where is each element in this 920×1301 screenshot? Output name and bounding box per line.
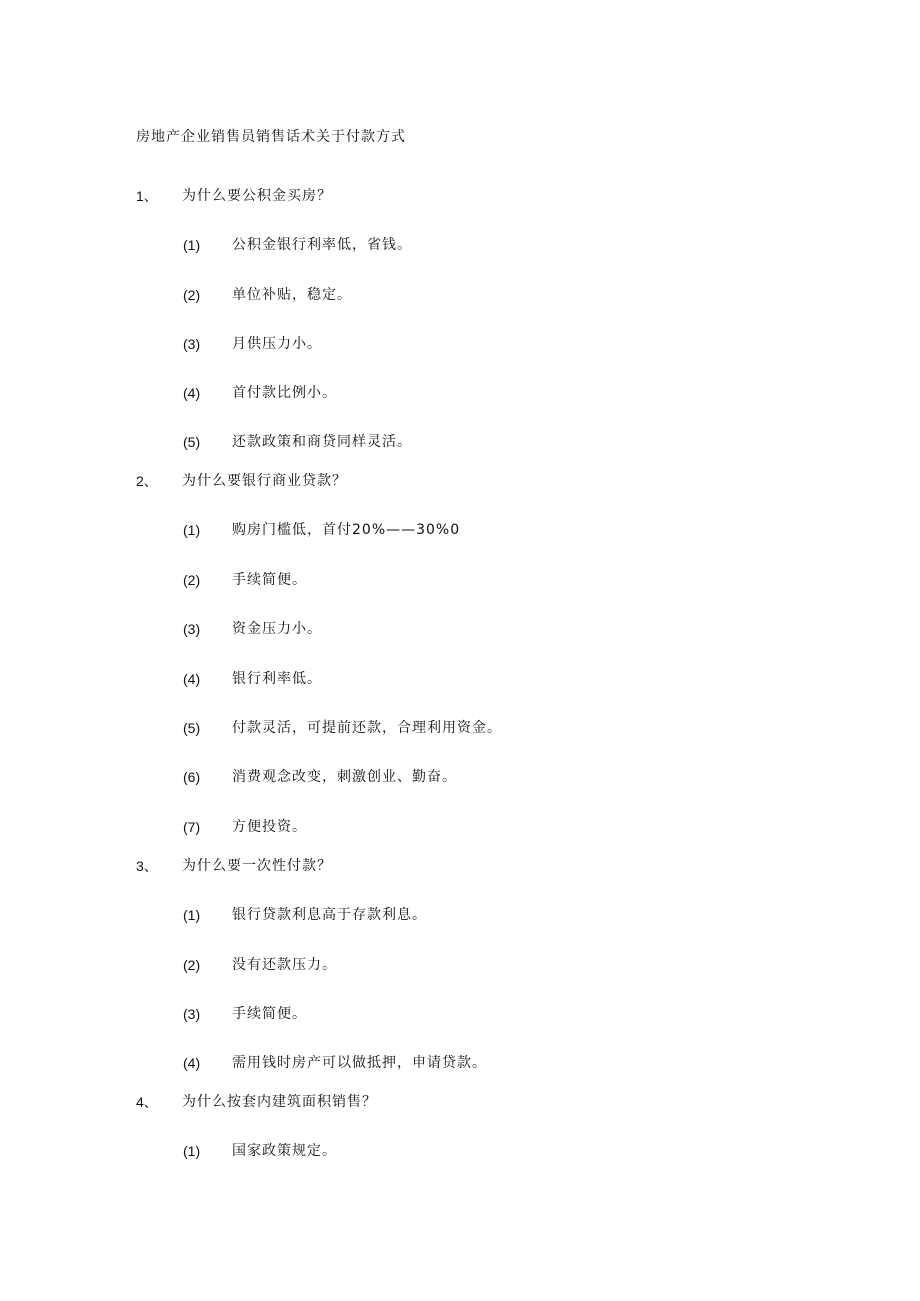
section-1-answer-3-text: 月供压力小。 bbox=[232, 336, 322, 352]
section-1-answer-1-text: 公积金银行利率低，省钱。 bbox=[232, 237, 412, 253]
section-2-answer-7-text: 方便投资。 bbox=[232, 819, 307, 835]
section-2-answer-6-marker: (6) bbox=[183, 769, 201, 785]
section-3-answer-1-marker: (1) bbox=[183, 907, 201, 923]
section-4-question: 为什么按套内建筑面积销售？ bbox=[182, 1094, 377, 1110]
section-1-answer-4-text: 首付款比例小。 bbox=[232, 385, 337, 401]
document-title: 房地产企业销售员销售话术关于付款方式 bbox=[136, 129, 406, 145]
section-2-answer-4-text: 银行利率低。 bbox=[232, 671, 322, 687]
section-4-answer-1-text: 国家政策规定。 bbox=[232, 1143, 337, 1159]
section-2-answer-3-marker: (3) bbox=[183, 621, 201, 637]
section-2-question: 为什么要银行商业贷款？ bbox=[182, 473, 347, 489]
section-1-answer-2-marker: (2) bbox=[183, 287, 201, 303]
section-2-answer-1-text: 购房门槛低，首付20%——30%0 bbox=[232, 522, 461, 538]
section-3-question: 为什么要一次性付款？ bbox=[182, 858, 332, 874]
section-2-answer-2-text: 手续简便。 bbox=[232, 572, 307, 588]
section-2-answer-6-text: 消费观念改变，刺激创业、勤奋。 bbox=[232, 769, 457, 785]
section-4-answer-1-marker: (1) bbox=[183, 1143, 201, 1159]
section-2-number: 2、 bbox=[136, 473, 158, 489]
section-2-answer-5-marker: (5) bbox=[183, 720, 201, 736]
section-3-answer-1-text: 银行贷款利息高于存款利息。 bbox=[232, 907, 427, 923]
section-3-answer-4-text: 需用钱时房产可以做抵押，申请贷款。 bbox=[232, 1055, 487, 1071]
section-1-answer-5-text: 还款政策和商贷同样灵活。 bbox=[232, 434, 412, 450]
section-1-number: 1、 bbox=[136, 188, 158, 204]
section-2-answer-4-marker: (4) bbox=[183, 671, 201, 687]
section-2-answer-7-marker: (7) bbox=[183, 819, 201, 835]
section-3-answer-2-marker: (2) bbox=[183, 957, 201, 973]
section-3-answer-2-text: 没有还款压力。 bbox=[232, 957, 337, 973]
section-2-answer-1-marker: (1) bbox=[183, 522, 201, 538]
section-3-answer-3-marker: (3) bbox=[183, 1006, 201, 1022]
section-2-answer-5-text: 付款灵活，可提前还款，合理利用资金。 bbox=[232, 720, 502, 736]
section-1-answer-4-marker: (4) bbox=[183, 385, 201, 401]
section-3-answer-4-marker: (4) bbox=[183, 1055, 201, 1071]
section-2-answer-2-marker: (2) bbox=[183, 572, 201, 588]
section-3-number: 3、 bbox=[136, 858, 158, 874]
section-4-number: 4、 bbox=[136, 1094, 158, 1110]
section-2-answer-3-text: 资金压力小。 bbox=[232, 621, 322, 637]
section-1-answer-3-marker: (3) bbox=[183, 336, 201, 352]
section-3-answer-3-text: 手续简便。 bbox=[232, 1006, 307, 1022]
section-1-answer-2-text: 单位补贴，稳定。 bbox=[232, 287, 352, 303]
section-1-question: 为什么要公积金买房？ bbox=[182, 188, 332, 204]
section-1-answer-5-marker: (5) bbox=[183, 434, 201, 450]
section-1-answer-1-marker: (1) bbox=[183, 237, 201, 253]
